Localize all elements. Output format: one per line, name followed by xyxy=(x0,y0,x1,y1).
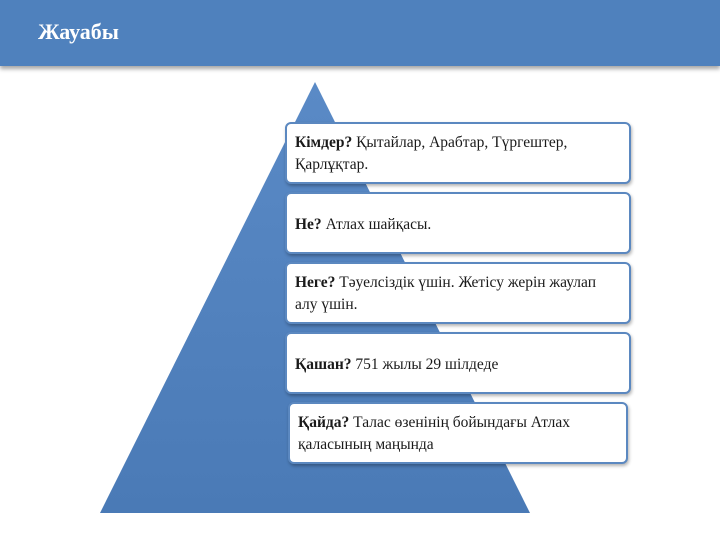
pyramid-level-who xyxy=(285,122,631,184)
question-when: Қашан? xyxy=(295,356,352,373)
answer-when: 751 жылы 29 шілдеде xyxy=(351,356,499,373)
pyramid-level-why xyxy=(285,262,631,324)
answer-what: Атлах шайқасы. xyxy=(321,216,432,233)
answer-why: Тәуелсіздік үшін. Жетісу жерін жаулап алу үшін. xyxy=(295,274,596,313)
question-what: Не? xyxy=(295,216,322,233)
answer-who: Қытайлар, Арабтар, Түргештер, Қарлұқтар. xyxy=(295,134,568,173)
pyramid-level-what xyxy=(285,192,631,254)
slide-title: Жауабы xyxy=(38,19,119,44)
pyramid-level-when xyxy=(285,332,631,394)
question-why: Неге? xyxy=(295,274,336,291)
pyramid-level-where xyxy=(288,402,628,464)
question-who: Кімдер? xyxy=(295,134,353,151)
answer-where: Талас өзенінің бойындағы Атлах қаласының маңында xyxy=(298,414,570,453)
question-where: Қайда? xyxy=(298,414,350,431)
